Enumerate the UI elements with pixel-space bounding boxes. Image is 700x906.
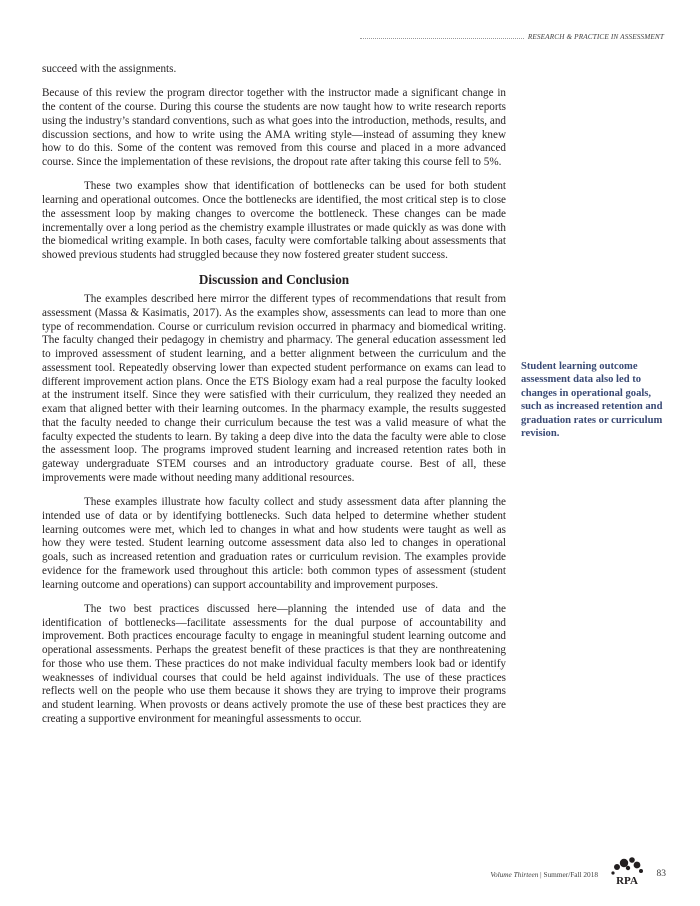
- paragraph-5: These examples illustrate how faculty collect and study assessment data after planning the intended use of data or by identifying bottlenecks. Such data helped to determine whether student learning outcomes were met, which led to changes in what and how students were taught as well as how they were tested. Student learning outcome assessment data also led to changes in operational goals, such as increased retention and graduation rates or curriculum revision. The examples provide evidence for the framework used throughout this article: both common types of assessment (student learning outcome and operations) can support accountability and improvement purposes.: [42, 496, 506, 591]
- paragraph-1: succeed with the assignments.: [42, 63, 177, 75]
- page-footer: [420, 861, 670, 887]
- paragraph-4: The examples described here mirror the different types of recommendations that result from assessment (Massa & Kasimatis, 2017). As the examples show, assessments can lead to more than one type of recommendation. Course or curriculum revision occurred in pharmacy and biomedical writing. The faculty changed their pedagogy in chemistry and pharmacy. The general education assessment led to improved assessment of student learning, and a better alignment between the curriculum and the assessment tool. Repeatedly observing lower than expected student performance on exams can lead to different improvement action plans. Once the ETS Biology exam had a real purpose the faculty looked at the instrument itself. Since they were satisfied with their curriculum, they realized they needed an exam that aligned better with their learning outcomes. In the pharmacy example, the results suggested that the faculty needed to change their curriculum because the test was a valid measure of what the faculty expected the students to learn. By taking a deep dive into the data the faculty were able to close the assessment loop. The programs improved student learning and increased retention rates both in gateway undergraduate STEM courses and an introductory graduate course. Best of all, these improvements were made without needing many additional resources.: [42, 293, 506, 484]
- pull-quote: Student learning outcome assessment data also led to changes in operational goals, such as increased retention and graduation rates or curriculum revision.: [521, 361, 663, 440]
- page-number: 83: [656, 869, 666, 879]
- header-dotted-rule: [360, 38, 524, 39]
- running-header: [360, 33, 664, 41]
- issue-label: | Summer/Fall 2018: [538, 870, 598, 879]
- section-heading: Discussion and Conclusion: [198, 272, 350, 288]
- article-body: [42, 63, 506, 737]
- rpa-logo-icon: [608, 855, 646, 889]
- volume-label: Volume Thirteen: [490, 870, 539, 879]
- running-title: RESEARCH & PRACTICE IN ASSESSMENT: [527, 33, 664, 41]
- svg-text:RPA: RPA: [616, 875, 638, 887]
- paragraph-3: These two examples show that identification of bottlenecks can be used for both student learning and operational outcomes. Once the bottlenecks are identified, the most critical step is to close the assessment loop by making changes to overcome the bottleneck. These changes can be made incrementally over a long period as the chemistry example illustrates or made quickly as was done with the biomedical writing example. In both cases, faculty were comfortable talking about assessments that showed previous students had struggled because they now fostered greater student success.: [42, 180, 506, 261]
- paragraph-2: Because of this review the program director together with the instructor made a significant change in the content of the course. During this course the students are now taught how to write research reports using the industry’s standard conventions, such as what goes into the introduction, methods, results, and discussion sections, and how to write using the AMA writing style—instead of assuming they knew how to do this. Some of the content was removed from this course and placed in a more advanced course. Since the implementation of these revisions, the dropout rate after taking this course fell to 5%.: [42, 87, 506, 168]
- paragraph-6: The two best practices discussed here—planning the intended use of data and the identification of bottlenecks—facilitate assessments for the dual purpose of accountability and improvement. Both practices encourage faculty to engage in meaningful student learning outcome and operational assessments. Perhaps the greatest benefit of these practices is that they are nonthreatening for those who use them. These practices do not make individual faculty members look bad or identify weaknesses of individual courses that could be held against individuals. The use of these practices reflects well on the people who use them because it shows they are trying to improve their programs and student learning. When provosts or deans actively promote the use of these best practices they are creating a supportive environment for meaningful assessments to occur.: [42, 602, 506, 725]
- volume-info: [490, 870, 598, 879]
